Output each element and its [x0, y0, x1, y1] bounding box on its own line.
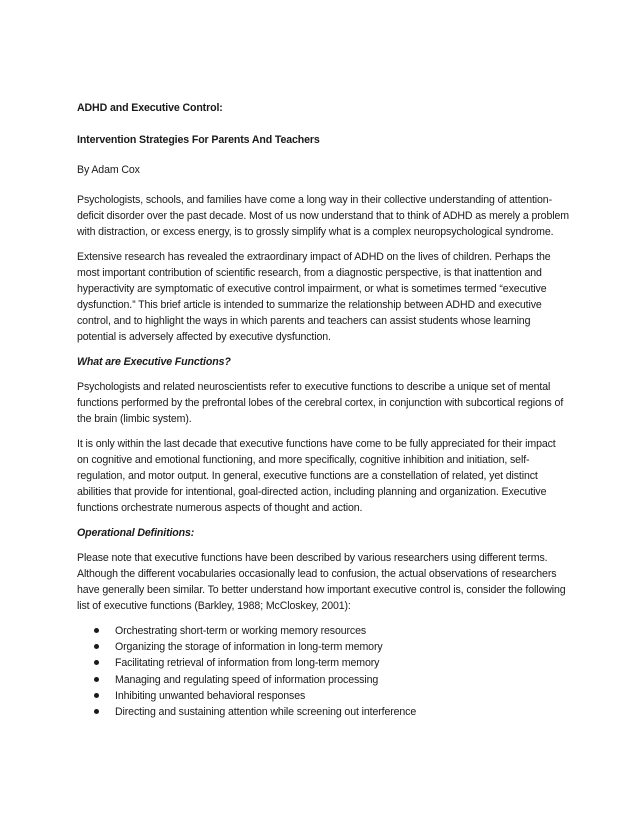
bullet-icon: [94, 709, 99, 714]
list-item-text: Organizing the storage of information in long-term memory: [115, 641, 383, 654]
bullet-icon: [94, 628, 99, 633]
list-item: [77, 655, 569, 671]
bullet-icon: [94, 693, 99, 698]
section-paragraph: Psychologists and related neuroscientists refer to executive functions to describe a unique set of mental functions performed by the prefrontal lobes of the cerebral cortex, in conjunction with subcortical regions of the brain (limbic system).: [77, 381, 564, 425]
bullet-icon: [94, 660, 99, 665]
section-paragraph: It is only within the last decade that executive functions have come to be fully appreciated for their impact on cognitive and emotional functioning, and more specifically, cognitive inhibition and initiation, self-regulation, and motor output. In general, executive functions are a constellation of related, yet distinct abilities that provide for intentional, goal-directed action, including planning and organization. Executive functions orchestrate numerous aspects of thought and action.: [77, 438, 556, 514]
intro-paragraph: Psychologists, schools, and families have come a long way in their collective understanding of attention-deficit disorder over the past decade. Most of us now understand that to think of ADHD as merely a problem with distraction, or excess energy, is to grossly simplify what is a complex neuropsychological syndrome.: [77, 194, 569, 238]
list-item-text: Orchestrating short-term or working memory resources: [115, 625, 367, 637]
section-paragraph: Please note that executive functions have been described by various researchers using different terms. Although the different vocabularies occasionally lead to confusion, the actual observations of researchers have generally been similar. To better understand how important executive control is, consider the following list of executive functions (Barkley, 1988; McCloskey, 2001):: [77, 552, 566, 612]
list-item: [77, 639, 569, 655]
list-item-text: Managing and regulating speed of information processing: [115, 673, 379, 686]
executive-functions-list: [77, 623, 569, 720]
section-heading-operational-definitions: Operational Definitions:: [77, 527, 195, 539]
bullet-icon: [94, 677, 99, 682]
document-subtitle: Intervention Strategies For Parents And Teachers: [77, 134, 320, 146]
intro-paragraph: Extensive research has revealed the extraordinary impact of ADHD on the lives of children. Perhaps the most important contribution of scientific research, from a diagnostic perspective, is that inattention and hyperactivity are symptomatic of executive control impairment, or what is sometimes termed “executive dysfunction.” This brief article is intended to summarize the relationship between ADHD and executive control, and to highlight the ways in which parents and teachers can assist students whose learning potential is adversely affected by executive dysfunction.: [77, 251, 551, 343]
list-item-text: Facilitating retrieval of information from long-term memory: [115, 657, 380, 670]
author-byline: By Adam Cox: [77, 164, 140, 176]
list-item-text: Directing and sustaining attention while screening out interference: [115, 706, 417, 719]
list-item: [77, 704, 569, 720]
bullet-icon: [94, 644, 99, 649]
list-item: [77, 688, 569, 704]
list-item: [77, 623, 569, 639]
list-item: [77, 672, 569, 688]
list-item-text: Inhibiting unwanted behavioral responses: [115, 689, 306, 702]
section-heading-executive-functions: What are Executive Functions?: [77, 356, 231, 368]
document-body: [77, 100, 569, 720]
document-title: ADHD and Executive Control:: [77, 102, 223, 114]
